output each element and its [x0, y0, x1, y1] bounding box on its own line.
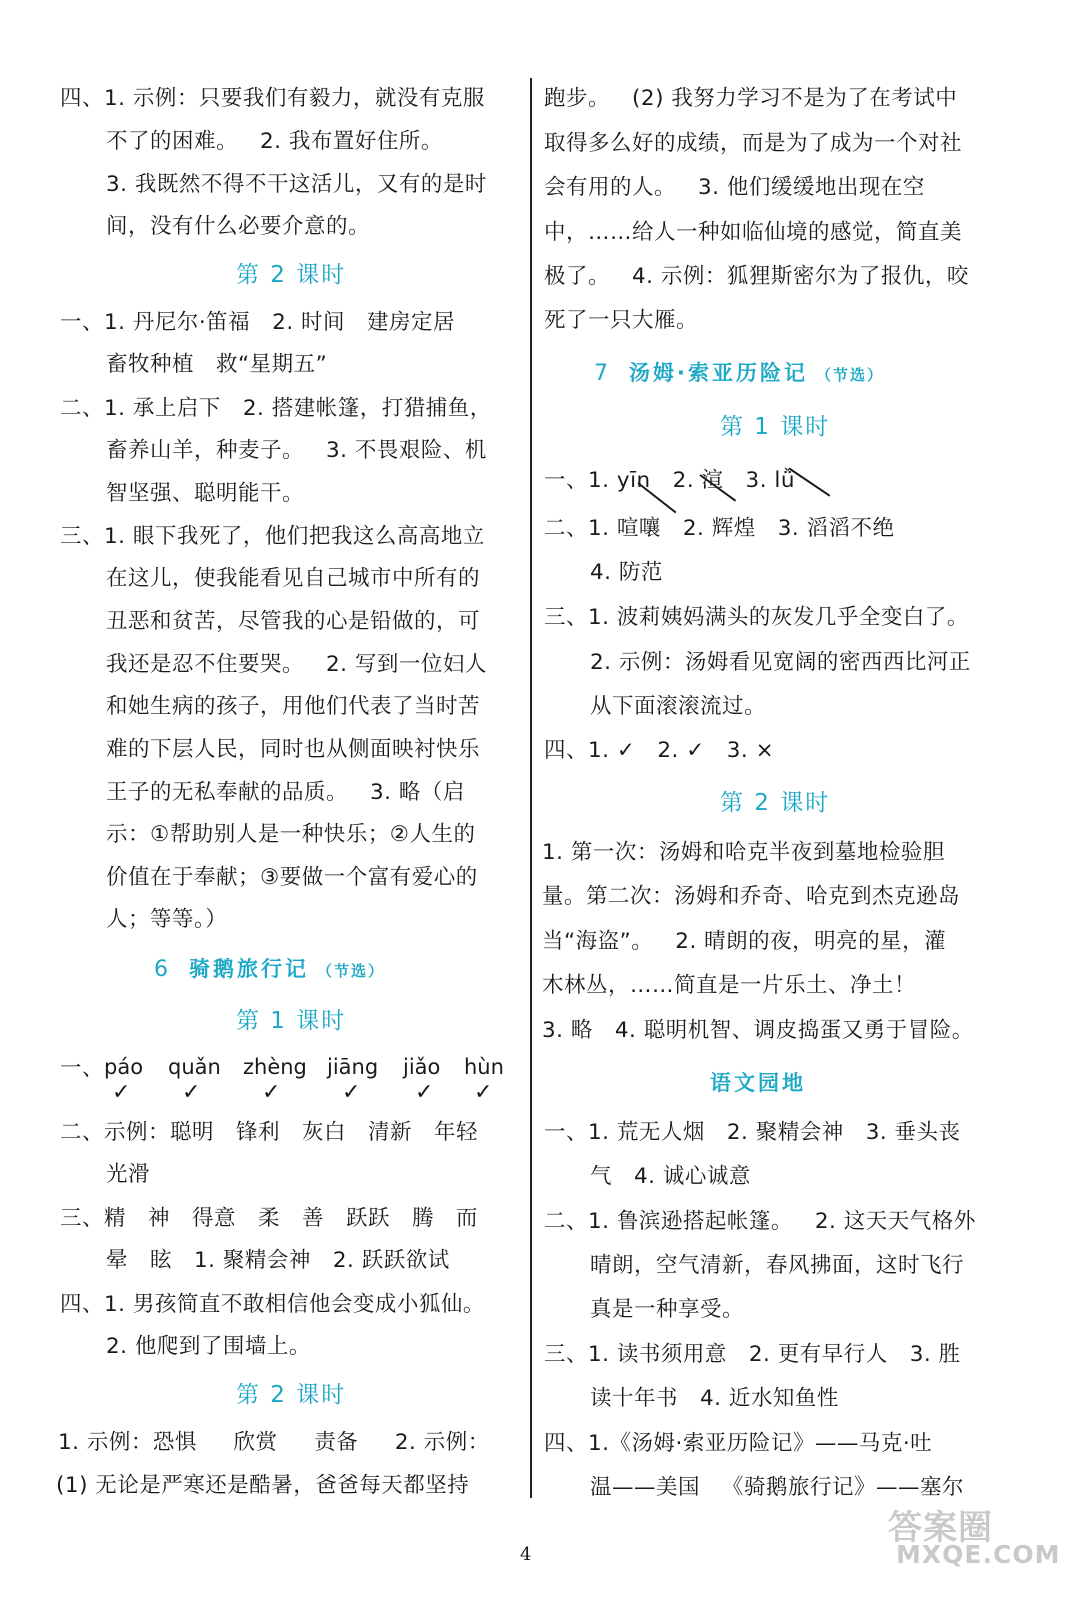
chapter-title-text: 汤姆·索亚历险记 — [629, 361, 808, 385]
check-mark-icon: ✓ — [112, 1080, 131, 1105]
lesson-heading: 第 2 课时 — [236, 1382, 347, 1408]
check-mark-icon: ✓ — [182, 1080, 201, 1105]
answer-line: 在这儿，使我能看见自己城市中所有的 — [106, 566, 481, 591]
strike-mark — [789, 468, 830, 496]
answer-line: 极了。 4. 示例：狐狸斯密尔为了报仇，咬 — [544, 264, 969, 289]
chapter-title-text: 骑鹅旅行记 — [189, 957, 309, 981]
answer-line: 中，……给人一种如临仙境的感觉，简直美 — [544, 220, 963, 245]
answer-line: 三、1. 波莉姨妈满头的灰发几乎全变白了。 — [544, 605, 969, 630]
answer-line: 1. 第一次：汤姆和哈克半夜到墓地检验胆 — [542, 840, 945, 865]
chapter-number: 6 — [154, 957, 171, 982]
chapter-number: 7 — [594, 361, 611, 386]
answer-line: 四、1. ✓ 2. ✓ 3. × — [544, 738, 775, 763]
answer-line: 跑步。 (2) 我努力学习不是为了在考试中 — [544, 86, 958, 111]
answer-line: 读十年书 4. 近水知鱼性 — [590, 1386, 839, 1411]
answer-line: 二、示例：聪明 锋利 灰白 清新 年轻 — [60, 1120, 479, 1145]
answer-line: 不了的困难。 2. 我布置好住所。 — [106, 129, 443, 154]
answer-line: 三、精 神 得意 柔 善 跃跃 腾 而 — [60, 1206, 479, 1231]
answer-line: 光滑 — [106, 1162, 151, 1187]
answer-line: 人；等等。） — [106, 907, 228, 932]
answer-line: 丑恶和贫苦，尽管我的心是铅做的，可 — [106, 609, 481, 634]
chapter-title — [154, 954, 385, 986]
answer-line: 三、1. 眼下我死了，他们把我这么高高地立 — [60, 524, 485, 549]
pinyin-item: jiāng — [327, 1055, 379, 1079]
column-divider — [530, 78, 532, 1498]
answer-line: 畜养山羊，种麦子。 3. 不畏艰险、机 — [106, 438, 487, 463]
answer-line: 四、1. 示例：只要我们有毅力，就没有克服 — [60, 86, 485, 111]
pinyin-item: zhèng — [243, 1055, 307, 1079]
answer-line: (1) 无论是严寒还是酷暑，爸爸每天都坚持 — [56, 1473, 470, 1498]
check-mark-icon: ✓ — [474, 1080, 493, 1105]
answer-line: 四、1.《汤姆·索亚历险记》——马克·吐 — [544, 1431, 933, 1456]
page-number: 4 — [520, 1544, 532, 1565]
answer-line: 2. 示例：汤姆看见宽阔的密西西比河正 — [590, 650, 971, 675]
check-mark-icon: ✓ — [415, 1080, 434, 1105]
chapter-tag: （节选） — [815, 366, 884, 384]
answer-line: 2. 他爬到了围墙上。 — [106, 1334, 311, 1359]
answer-line: 难的下层人民，同时也从侧面映衬快乐 — [106, 737, 481, 762]
pinyin-item: jiǎo — [403, 1055, 441, 1079]
answer-line: 真是一种享受。 — [590, 1297, 745, 1322]
check-mark-icon: ✓ — [342, 1080, 361, 1105]
answer-line: 一、1. 荒无人烟 2. 聚精会神 3. 垂头丧 — [544, 1120, 961, 1145]
answer-line: 气 4. 诚心诚意 — [590, 1164, 751, 1189]
section-title: 语文园地 — [710, 1071, 806, 1095]
answer-line: 王子的无私奉献的品质。 3. 略（启 — [106, 780, 465, 805]
answer-line: 示：①帮助别人是一种快乐；②人生的 — [106, 822, 476, 847]
answer-line: 从下面滚滚流过。 — [590, 694, 767, 719]
answer-line: 死了一只大雁。 — [544, 308, 699, 333]
answer-line: 三、1. 读书须用意 2. 更有早行人 3. 胜 — [544, 1342, 961, 1367]
answer-line: 价值在于奉献；③要做一个富有爱心的 — [106, 865, 478, 890]
answer-line: 晕 眩 1. 聚精会神 2. 跃跃欲试 — [106, 1248, 450, 1273]
lesson-heading: 第 2 课时 — [236, 262, 347, 288]
answer-line: 畜牧种植 救“星期五” — [106, 352, 328, 377]
answer-line: 一、 — [60, 1056, 105, 1081]
pinyin-item: páo — [104, 1055, 144, 1079]
lesson-heading: 第 1 课时 — [236, 1008, 347, 1034]
pinyin-item: quǎn — [168, 1055, 221, 1079]
answer-line: 二、1. 鲁滨逊搭起帐篷。 2. 这天天气格外 — [544, 1209, 976, 1234]
answer-line: 智坚强、聪明能干。 — [106, 481, 305, 506]
watermark-url: MXQE.COM — [896, 1540, 1061, 1569]
answer-line: 一、1. 丹尼尔·笛福 2. 时间 建房定居 — [60, 310, 456, 335]
lesson-heading: 第 2 课时 — [720, 790, 831, 816]
answer-line: 4. 防范 — [590, 560, 663, 585]
answer-line: 会有用的人。 3. 他们缓缓地出现在空 — [544, 175, 925, 200]
answer-line: 3. 我既然不得不干这活儿，又有的是时 — [106, 172, 487, 197]
pinyin-item: hùn — [464, 1055, 504, 1079]
answer-line: 和她生病的孩子，用他们代表了当时苦 — [106, 694, 481, 719]
chapter-title — [594, 358, 884, 390]
answer-line: 1. 示例：恐惧 欣赏 责备 2. 示例： — [58, 1430, 490, 1455]
answer-line: 二、1. 承上启下 2. 搭建帐篷，打猎捕鱼， — [60, 396, 492, 421]
answer-line: 间，没有什么必要介意的。 — [106, 214, 371, 239]
answer-line: 我还是忍不住要哭。 2. 写到一位妇人 — [106, 652, 487, 677]
answer-line: 四、1. 男孩简直不敢相信他会变成小狐仙。 — [60, 1292, 485, 1317]
answer-line: 当“海盗”。 2. 晴朗的夜，明亮的星，灌 — [542, 929, 947, 954]
chapter-tag: （节选） — [317, 962, 386, 980]
answer-line: 木林丛，……简直是一片乐土、净土！ — [542, 973, 917, 998]
answer-line: 一、1. yīn 2. 渲 3. lǚ — [544, 468, 795, 493]
watermark-logo: 答案圈 — [888, 1508, 993, 1548]
answer-line: 3. 略 4. 聪明机智、调皮捣蛋又勇于冒险。 — [542, 1018, 974, 1043]
lesson-heading: 第 1 课时 — [720, 414, 831, 440]
answer-line: 量。第二次：汤姆和乔奇、哈克到杰克逊岛 — [542, 884, 961, 909]
check-mark-icon: ✓ — [262, 1080, 281, 1105]
answer-line: 晴朗，空气清新，春风拂面，这时飞行 — [590, 1253, 965, 1278]
answer-line: 二、1. 喧嚷 2. 辉煌 3. 滔滔不绝 — [544, 516, 895, 541]
answer-line: 取得多么好的成绩，而是为了成为一个对社 — [544, 131, 963, 156]
answer-line: 温——美国 《骑鹅旅行记》——塞尔 — [590, 1475, 965, 1500]
